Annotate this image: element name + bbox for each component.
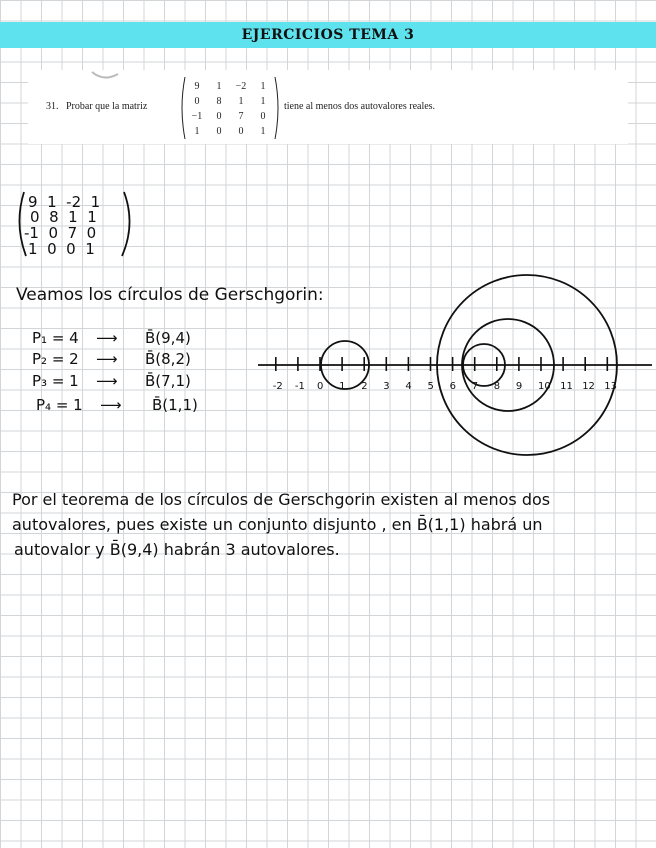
hand-matrix-right-paren (122, 192, 130, 256)
axis-tick-label: -1 (294, 381, 305, 392)
matrix-cell: 1 (238, 96, 244, 107)
axis-tick-label: 5 (427, 381, 434, 392)
axis-ticks (273, 357, 617, 392)
problem-number: 31. (46, 101, 59, 112)
hand-matrix-row: 9 1 -2 1 (28, 193, 101, 211)
radius-label: P₁ = 4 (32, 329, 79, 347)
axis-tick-label: 12 (582, 381, 595, 392)
arrow-icon: ⟶ (96, 372, 118, 390)
matrix-cell: 0 (194, 96, 200, 107)
radius-label: P₂ = 2 (32, 350, 79, 368)
matrix-cell: 8 (216, 96, 222, 107)
axis-tick-label: 6 (449, 381, 456, 392)
disk-label: B̄(7,1) (145, 372, 191, 390)
pen-mark (92, 72, 118, 78)
matrix-cell: 1 (260, 96, 266, 107)
axis-tick-label: 0 (317, 381, 324, 392)
conclusion-line: autovalor y B̄(9,4) habrán 3 autovalores. (14, 540, 340, 559)
matrix-cell: 0 (260, 111, 266, 122)
axis-tick-label: 4 (405, 381, 412, 392)
axis-tick-label: 2 (361, 381, 368, 392)
axis-tick-label: -2 (272, 381, 283, 392)
radius-label: P₄ = 1 (36, 396, 83, 414)
hand-matrix-row: 1 0 0 1 (28, 240, 95, 258)
matrix-cell: 7 (238, 111, 244, 122)
hand-matrix-row: 0 8 1 1 (30, 208, 97, 226)
matrix-cell: 0 (216, 111, 222, 122)
matrix-cell: −1 (191, 111, 203, 122)
page-title: EJERCICIOS TEMA 3 (241, 27, 415, 43)
disk-label: B̄(1,1) (152, 396, 198, 414)
arrow-icon: ⟶ (96, 350, 118, 368)
axis-tick-label: 7 (471, 381, 479, 392)
matrix-cell: −2 (235, 81, 247, 92)
matrix-cell: 1 (260, 126, 266, 137)
gerschgorin-heading: Veamos los círculos de Gerschgorin: (16, 285, 324, 305)
problem-text-after: tiene al menos dos autovalores reales. (284, 101, 436, 112)
problem-text-before: Probar que la matriz (66, 101, 148, 112)
axis-tick-label: 11 (560, 381, 573, 392)
axis-tick-label: 10 (538, 381, 551, 392)
conclusion-line: autovalores, pues existe un conjunto disjunto , en B̄(1,1) habrá un (12, 515, 543, 534)
arrow-icon: ⟶ (96, 329, 118, 347)
matrix-cell: 0 (238, 126, 244, 137)
matrix-cell: 1 (260, 81, 266, 92)
arrow-icon: ⟶ (100, 396, 122, 414)
disk-label: B̄(9,4) (145, 329, 191, 347)
hand-matrix-row: -1 0 7 0 (24, 224, 97, 242)
matrix-cell: 0 (216, 126, 222, 137)
conclusion-line: Por el teorema de los círculos de Gerschgorin existen al menos dos (12, 490, 551, 509)
matrix-cell: 1 (194, 126, 200, 137)
axis-tick-label: 8 (493, 381, 501, 392)
disk-label: B̄(8,2) (145, 350, 191, 368)
radius-label: P₃ = 1 (32, 372, 79, 390)
matrix-cell: 9 (194, 81, 200, 92)
axis-tick-label: 9 (515, 381, 523, 392)
axis-tick-label: 1 (339, 381, 346, 392)
axis-tick-label: 13 (604, 381, 618, 392)
matrix-cell: 1 (216, 81, 222, 92)
axis-tick-label: 3 (383, 381, 390, 392)
